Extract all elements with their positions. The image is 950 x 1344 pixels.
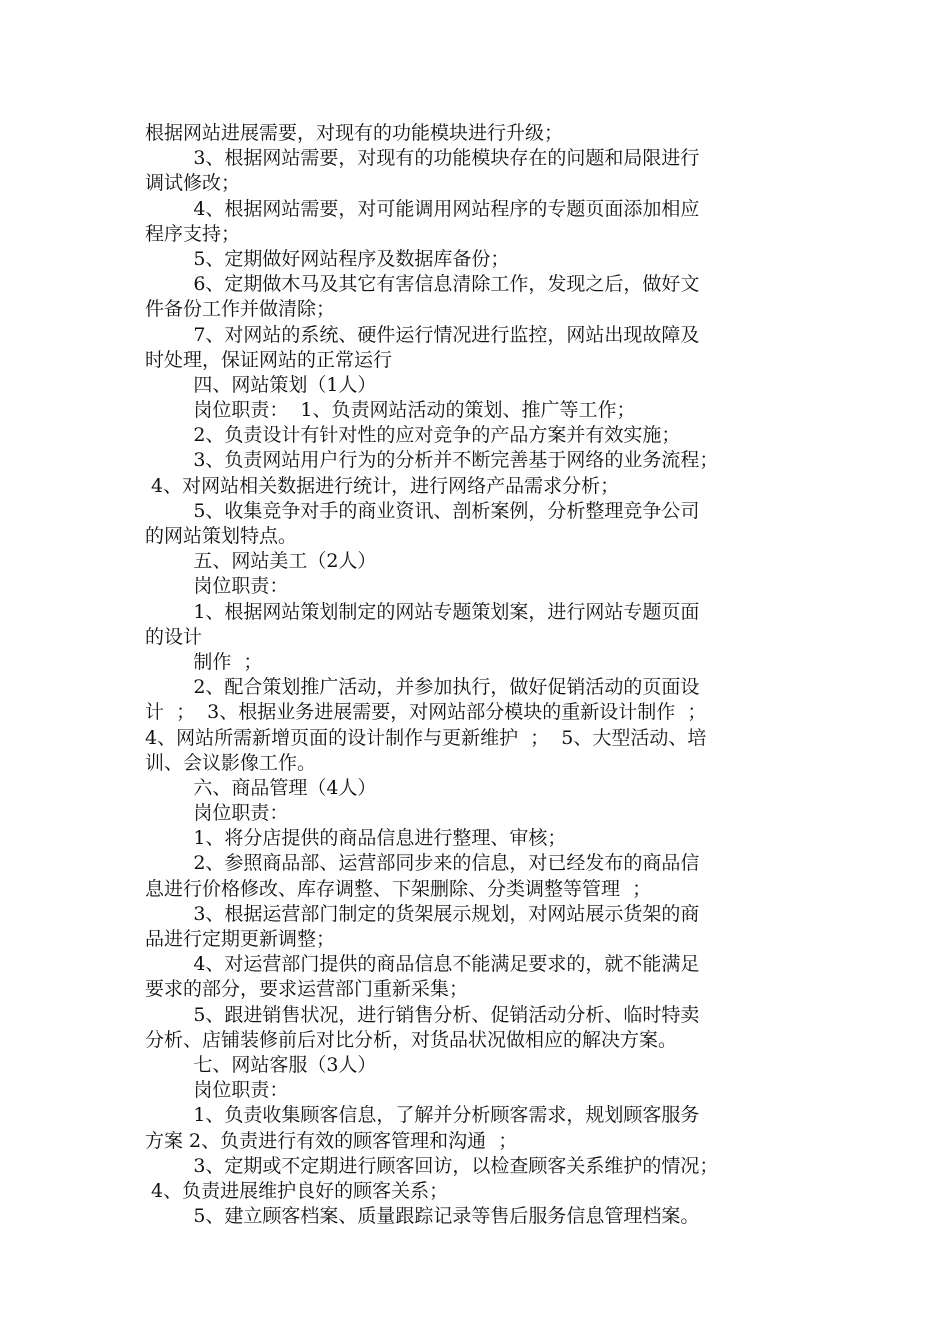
text-line: 4、负责进展维护良好的顾客关系； bbox=[145, 1179, 449, 1202]
text-line: 的设计 bbox=[145, 625, 203, 648]
text-line: 1、将分店提供的商品信息进行整理、审核； bbox=[145, 827, 567, 850]
text-line: 2、参照商品部、运营部同步来的信息，对已经发布的商品信 bbox=[145, 852, 700, 875]
text-line: 岗位职责： bbox=[145, 802, 289, 825]
text-line: 要求的部分，要求运营部门重新采集； bbox=[145, 978, 469, 1001]
text-line: 2、负责设计有针对性的应对竞争的产品方案并有效实施； bbox=[145, 424, 681, 447]
text-line: 分析、店铺装修前后对比分析，对货品状况做相应的解决方案。 bbox=[145, 1028, 678, 1051]
text-line: 1、根据网站策划制定的网站专题策划案，进行网站专题页面 bbox=[145, 600, 700, 623]
text-line: 5、跟进销售状况，进行销售分析、促销活动分析、临时特卖 bbox=[145, 1003, 700, 1026]
text-line: 品进行定期更新调整； bbox=[145, 928, 336, 950]
text-line: 3、定期或不定期进行顾客回访，以检查顾客关系维护的情况； bbox=[145, 1154, 719, 1177]
text-line: 7、对网站的系统、硬件运行情况进行监控，网站出现故障及 bbox=[145, 323, 700, 346]
text-line: 4、网站所需新增页面的设计制作与更新维护 ； 5、大型活动、培 bbox=[145, 726, 707, 749]
text-line: 制作 ； bbox=[145, 650, 263, 673]
text-line: 4、对运营部门提供的商品信息不能满足要求的，就不能满足 bbox=[145, 953, 700, 976]
text-line: 6、定期做木马及其它有害信息清除工作，发现之后，做好文 bbox=[145, 273, 700, 296]
text-line: 4、对网站相关数据进行统计，进行网络产品需求分析； bbox=[145, 474, 620, 497]
text-line: 根据网站进展需要，对现有的功能模块进行升级； bbox=[145, 122, 564, 144]
text-line: 方案 2、负责进行有效的顾客管理和沟通 ； bbox=[145, 1129, 518, 1152]
text-line: 件备份工作并做清除； bbox=[145, 298, 336, 321]
text-line: 3、负责网站用户行为的分析并不断完善基于网络的业务流程； bbox=[145, 449, 719, 472]
text-line: 四、网站策划（1人） bbox=[145, 373, 377, 396]
text-line: 息进行价格修改、库存调整、下架删除、分类调整等管理 ； bbox=[145, 877, 652, 900]
text-line: 程序支持； bbox=[145, 222, 241, 245]
document-body bbox=[145, 121, 820, 1229]
text-line: 六、商品管理（4人） bbox=[145, 776, 377, 799]
text-line: 训、会议影像工作。 bbox=[145, 751, 317, 774]
text-line: 的网站策划特点。 bbox=[145, 525, 298, 547]
text-line: 4、根据网站需要，对可能调用网站程序的专题页面添加相应 bbox=[145, 197, 700, 220]
text-line: 时处理，保证网站的正常运行 bbox=[145, 348, 393, 371]
text-line: 七、网站客服（3人） bbox=[145, 1053, 377, 1076]
text-line: 调试修改； bbox=[145, 172, 241, 195]
text-line: 五、网站美工（2人） bbox=[145, 550, 377, 573]
text-line: 5、收集竞争对手的商业资讯、剖析案例，分析整理竞争公司 bbox=[145, 499, 700, 522]
text-line: 计 ； 3、根据业务进展需要，对网站部分模块的重新设计制作 ； bbox=[145, 701, 707, 724]
text-line: 3、根据运营部门制定的货架展示规划，对网站展示货架的商 bbox=[145, 902, 700, 925]
text-line: 5、建立顾客档案、质量跟踪记录等售后服务信息管理档案。 bbox=[145, 1205, 700, 1228]
text-line: 5、定期做好网站程序及数据库备份； bbox=[145, 247, 510, 270]
text-line: 岗位职责： 1、负责网站活动的策划、推广等工作； bbox=[145, 399, 636, 422]
text-line: 1、负责收集顾客信息，了解并分析顾客需求，规划顾客服务 bbox=[145, 1104, 700, 1127]
text-line: 2、配合策划推广活动，并参加执行，做好促销活动的页面设 bbox=[145, 676, 700, 699]
text-line: 岗位职责： bbox=[145, 575, 289, 598]
text-line: 岗位职责： bbox=[145, 1079, 289, 1102]
text-line: 3、根据网站需要，对现有的功能模块存在的问题和局限进行 bbox=[145, 147, 700, 170]
